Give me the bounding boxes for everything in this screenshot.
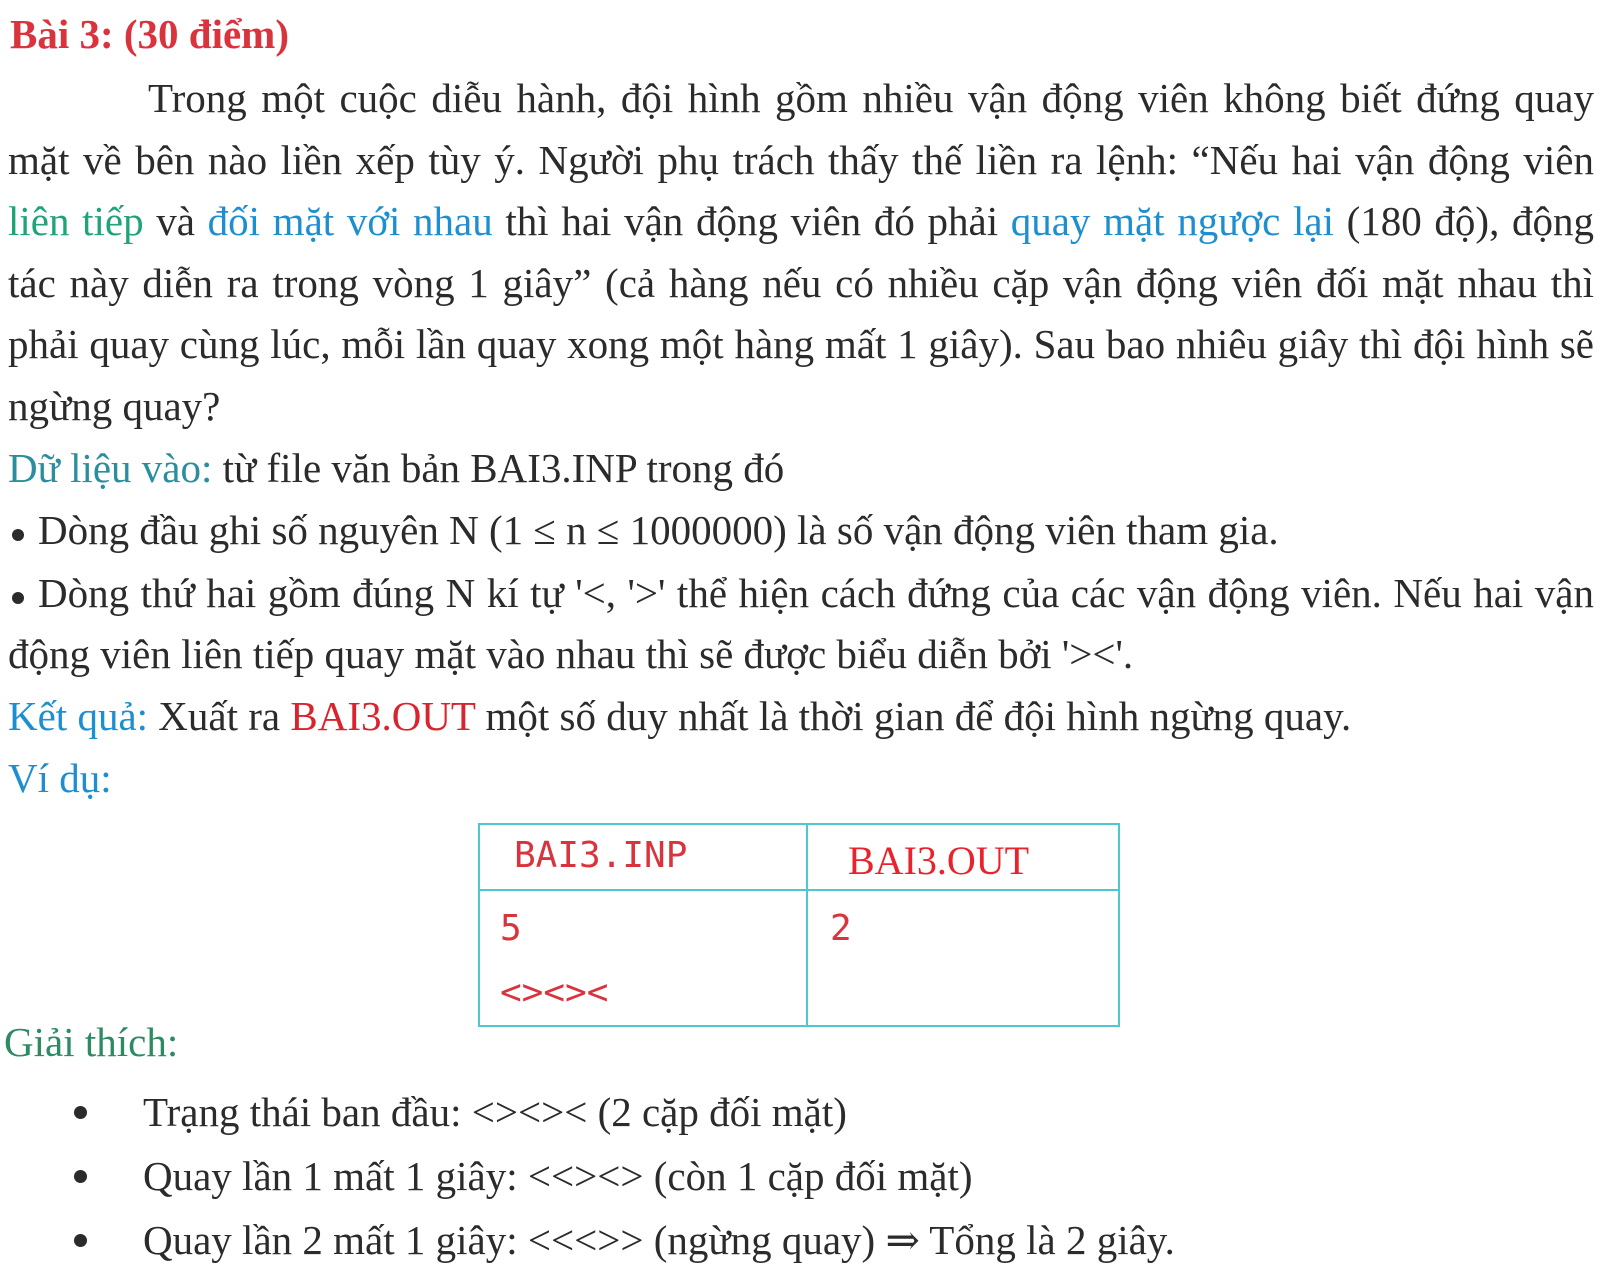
statement-text-4: (180 độ), động tác này diễn ra trong vòng 1 giây” (cả hàng nếu có nhiều cặp vận động viên đối mặt nhau thì phải quay cùng lúc, mỗi lần quay xong một hàng mất 1 giây). Sau bao nhiêu giây thì đội hình sẽ ngừng quay? bbox=[8, 198, 1594, 429]
output-label: Kết quả: bbox=[8, 693, 149, 739]
input-bullet-2-text: Dòng thứ hai gồm đúng N kí tự '<, '>' thể hiện cách đứng của các vận động viên. Nếu hai vận động viên liên tiếp quay mặt vào nhau thì sẽ được biểu diễn bởi '><'. bbox=[8, 570, 1594, 677]
input-text: từ file văn bản BAI3.INP trong đó bbox=[212, 445, 785, 491]
inp-line-1: 5 bbox=[500, 908, 522, 949]
statement-text-1: Trong một cuộc diễu hành, đội hình gồm nhiều vận động viên không biết đứng quay mặt về bên nào liền xếp tùy ý. Người phụ trách thấy thế liền ra lệnh: “Nếu hai vận động viên bbox=[8, 75, 1594, 183]
header-out: BAI3.OUT bbox=[848, 838, 1030, 883]
bullet-dot-icon bbox=[74, 1106, 87, 1119]
output-file-name: BAI3.OUT bbox=[290, 693, 476, 739]
bullet-dot-icon bbox=[12, 592, 24, 604]
input-label: Dữ liệu vào: bbox=[8, 445, 213, 491]
output-heading bbox=[8, 686, 1594, 747]
explanation-item bbox=[0, 1080, 1175, 1144]
explanation-item bbox=[0, 1144, 1175, 1208]
statement-text-3: thì hai vận động viên đó phải bbox=[492, 198, 1011, 244]
input-bullet-1 bbox=[8, 500, 1594, 561]
header-inp: BAI3.INP bbox=[514, 835, 688, 876]
example-table bbox=[478, 823, 1120, 1027]
statement-text-2: và bbox=[143, 198, 208, 244]
highlight-face-to-face: đối mặt với nhau bbox=[207, 198, 493, 244]
example-table-header-row bbox=[479, 824, 1119, 890]
input-bullet-2 bbox=[8, 563, 1594, 685]
input-bullet-1-text: Dòng đầu ghi số nguyên N (1 ≤ n ≤ 1000000) là số vận động viên tham gia. bbox=[38, 507, 1279, 553]
example-table-data-row bbox=[479, 890, 1119, 1026]
header-inp-cell bbox=[479, 824, 807, 890]
input-data-cell bbox=[479, 890, 807, 1026]
explanation-item-text: Quay lần 2 mất 1 giây: <<<>> (ngừng quay) ⇒ Tổng là 2 giây. bbox=[143, 1217, 1175, 1263]
explanation-item bbox=[0, 1208, 1175, 1272]
problem-title: Bài 3: (30 điểm) bbox=[10, 11, 289, 57]
highlight-turn-around: quay mặt ngược lại bbox=[1010, 198, 1334, 244]
bullet-dot-icon bbox=[74, 1234, 87, 1247]
bullet-dot-icon bbox=[12, 529, 24, 541]
input-heading bbox=[8, 438, 1594, 499]
explanation-list bbox=[0, 1080, 1175, 1272]
example-label: Ví dụ: bbox=[8, 755, 112, 801]
output-text-2: một số duy nhất là thời gian để đội hình ngừng quay. bbox=[475, 693, 1352, 739]
explanation-item-text: Quay lần 1 mất 1 giây: <<><> (còn 1 cặp đối mặt) bbox=[143, 1153, 973, 1199]
highlight-consecutive: liên tiếp bbox=[8, 198, 144, 244]
inp-line-2: <><>< bbox=[500, 972, 609, 1013]
output-text-1: Xuất ra bbox=[148, 693, 291, 739]
explanation-label: Giải thích: bbox=[4, 1019, 179, 1065]
explanation-item-text: Trạng thái ban đầu: <><>< (2 cặp đối mặt) bbox=[143, 1089, 847, 1135]
output-data-cell bbox=[807, 890, 1119, 1026]
out-line-1: 2 bbox=[830, 908, 852, 949]
problem-statement bbox=[8, 68, 1594, 437]
bullet-dot-icon bbox=[74, 1170, 87, 1183]
header-out-cell bbox=[807, 824, 1119, 890]
example-heading bbox=[8, 748, 1594, 809]
